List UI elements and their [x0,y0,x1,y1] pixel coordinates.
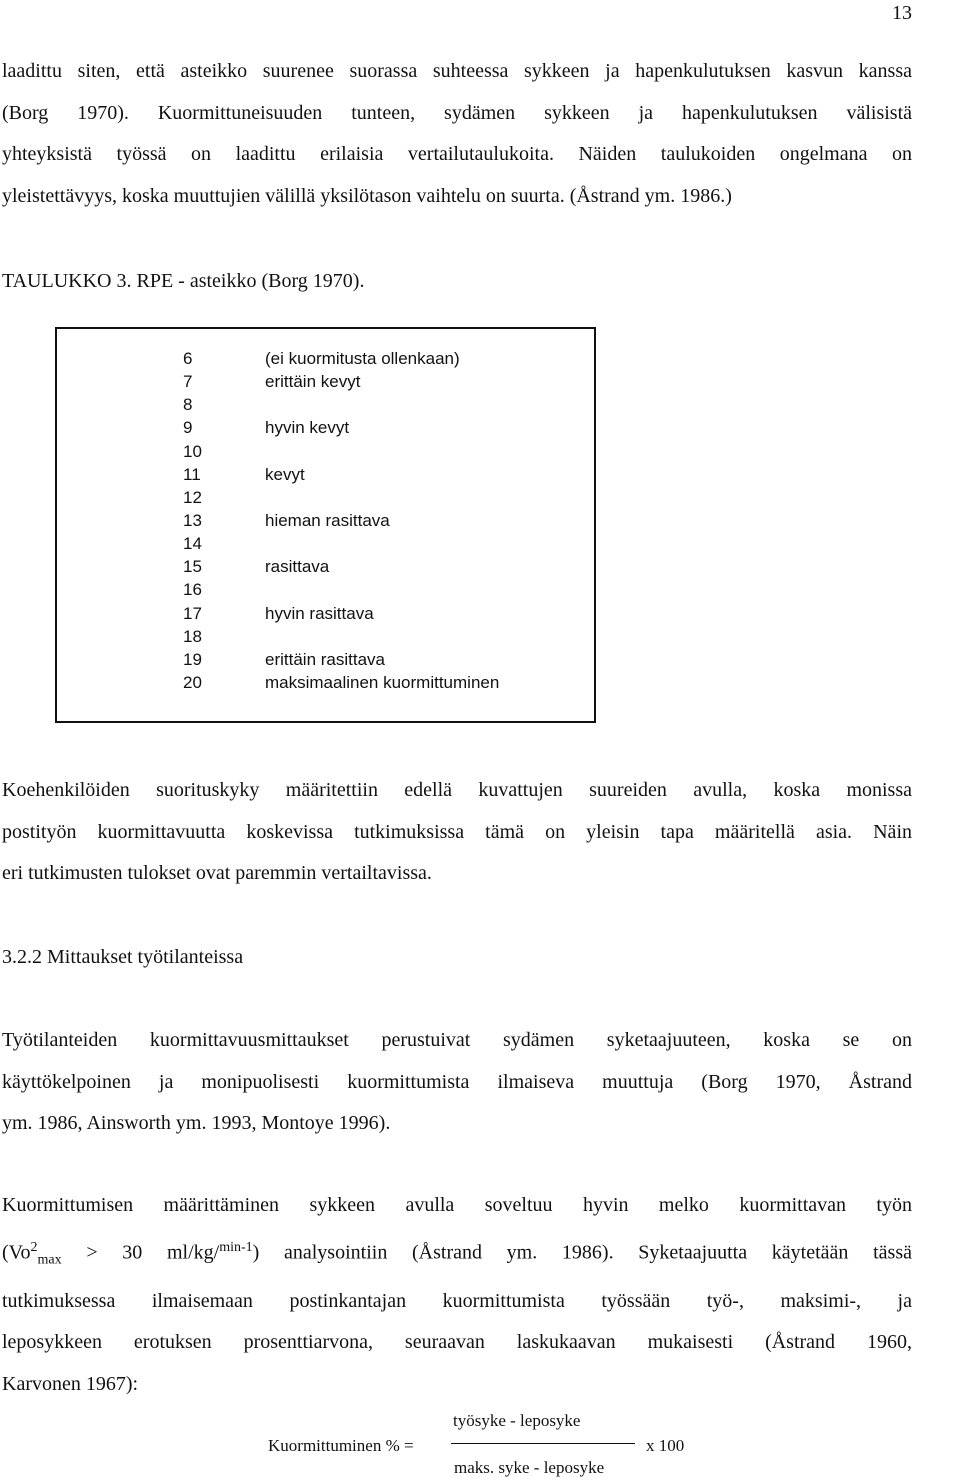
rpe-label: erittäin kevyt [265,372,361,392]
vo2-open: (Vo [2,1241,31,1264]
rpe-label: rasittava [265,557,330,577]
rpe-value: 18 [183,626,202,646]
rpe-label: hyvin rasittava [265,603,374,623]
rpe-row [183,509,499,532]
rpe-label: hieman rasittava [265,510,390,530]
rpe-row [183,532,499,555]
rpe-label: maksimaalinen kuormittuminen [265,672,500,692]
rpe-row [183,416,499,439]
rpe-value: 20 [183,672,202,692]
paragraph-method [2,770,912,895]
text-line: laadittu siten, että asteikko suurenee suorassa suhteessa sykkeen ja hapenkulutuksen kasvun kanssa [2,60,912,82]
rpe-value: 14 [183,534,202,554]
rpe-label: hyvin kevyt [265,418,350,438]
text-line: eri tutkimusten tulokset ovat paremmin vertailtavissa. [2,862,432,884]
rpe-value: 19 [183,649,202,669]
text-line: yhteyksistä työssä on laadittu erilaisia vertailutaulukoita. Näiden taulukoiden ongelmana on [2,143,912,165]
text-line: Koehenkilöiden suorituskyky määritettiin edellä kuvattujen suureiden avulla, koska monissa [2,779,912,801]
vo2-value: > 30 ml/kg/ [61,1241,220,1264]
rpe-row [183,671,499,694]
rpe-row [183,463,499,486]
text-line: postityön kuormittavuutta koskevissa tutkimuksissa tämä on yleisin tapa määritellä asia. Näin [2,820,912,843]
rpe-value: 8 [183,395,193,415]
rpe-value: 13 [183,510,202,530]
rpe-row [183,625,499,648]
paragraph-heart-rate [2,1185,912,1405]
rpe-row [183,555,499,578]
rpe-row [183,440,499,463]
rpe-value: 15 [183,557,202,577]
rpe-row [183,602,499,625]
workload-formula [268,1405,728,1480]
rpe-table [183,347,499,694]
rpe-table-box [55,327,596,723]
text-line: käyttökelpoinen ja monipuolisesti kuormittumista ilmaiseva muuttuja (Borg 1970, Åstrand [2,1070,912,1093]
rpe-value: 17 [183,603,202,623]
superscript-2: 2 [30,1239,38,1255]
rpe-row [183,648,499,671]
text-line: Työtilanteiden kuormittavuusmittaukset perustuivat sydämen syketaajuuteen, koska se on [2,1029,912,1051]
table-caption: TAULUKKO 3. RPE - asteikko (Borg 1970). [2,270,365,292]
superscript-min: min-1 [219,1239,253,1255]
rpe-label: erittäin rasittava [265,649,385,669]
text-line: ym. 1986, Ainsworth ym. 1993, Montoye 1996). [2,1112,391,1134]
subscript-max: max [37,1252,62,1268]
text-line: (Borg 1970). Kuormittuneisuuden tunteen, sydämen sykkeen ja hapenkulutuksen välisistä [2,101,912,124]
page-number: 13 [892,2,912,24]
formula-denominator: maks. syke - leposyke [454,1458,605,1477]
rpe-value: 10 [183,441,202,461]
text-line: Kuormittumisen määrittäminen sykkeen avulla soveltuu hyvin melko kuormittavan työn [2,1194,912,1216]
line-continuation: ) analysointiin (Åstrand ym. 1986). Syketaajuutta käytetään tässä [252,1241,912,1264]
formula-multiplier: x 100 [646,1436,685,1455]
text-line: leposykkeen erotuksen prosenttiarvona, seuraavan laskukaavan mukaisesti (Åstrand 1960, [2,1331,912,1354]
text-line: Karvonen 1967): [2,1372,139,1395]
rpe-value: 11 [183,464,201,484]
rpe-label: (ei kuormitusta ollenkaan) [265,349,460,368]
rpe-row [183,347,499,370]
rpe-label: kevyt [265,464,305,484]
rpe-value: 16 [183,580,202,600]
rpe-value: 9 [183,418,193,438]
rpe-value: 12 [183,487,202,507]
text-line: tutkimuksessa ilmaisemaan postinkantajan kuormittumista työssään työ-, maksimi-, ja [2,1289,912,1312]
rpe-value: 7 [183,372,193,392]
rpe-row [183,370,499,393]
rpe-row [183,393,499,416]
paragraph-intro [2,51,912,217]
formula-numerator: työsyke - leposyke [453,1411,581,1430]
section-heading: 3.2.2 Mittaukset työtilanteissa [2,946,244,968]
rpe-value: 6 [183,349,193,368]
rpe-row [183,486,499,509]
formula-label: Kuormittuminen % = [268,1436,414,1455]
text-line: yleistettävyys, koska muuttujien välillä yksilötason vaihtelu on suurta. (Åstrand ym. 1986.) [2,184,732,207]
rpe-row [183,578,499,601]
paragraph-measurements [2,1020,912,1145]
fraction-bar [451,1443,635,1444]
text-line [2,1227,912,1281]
